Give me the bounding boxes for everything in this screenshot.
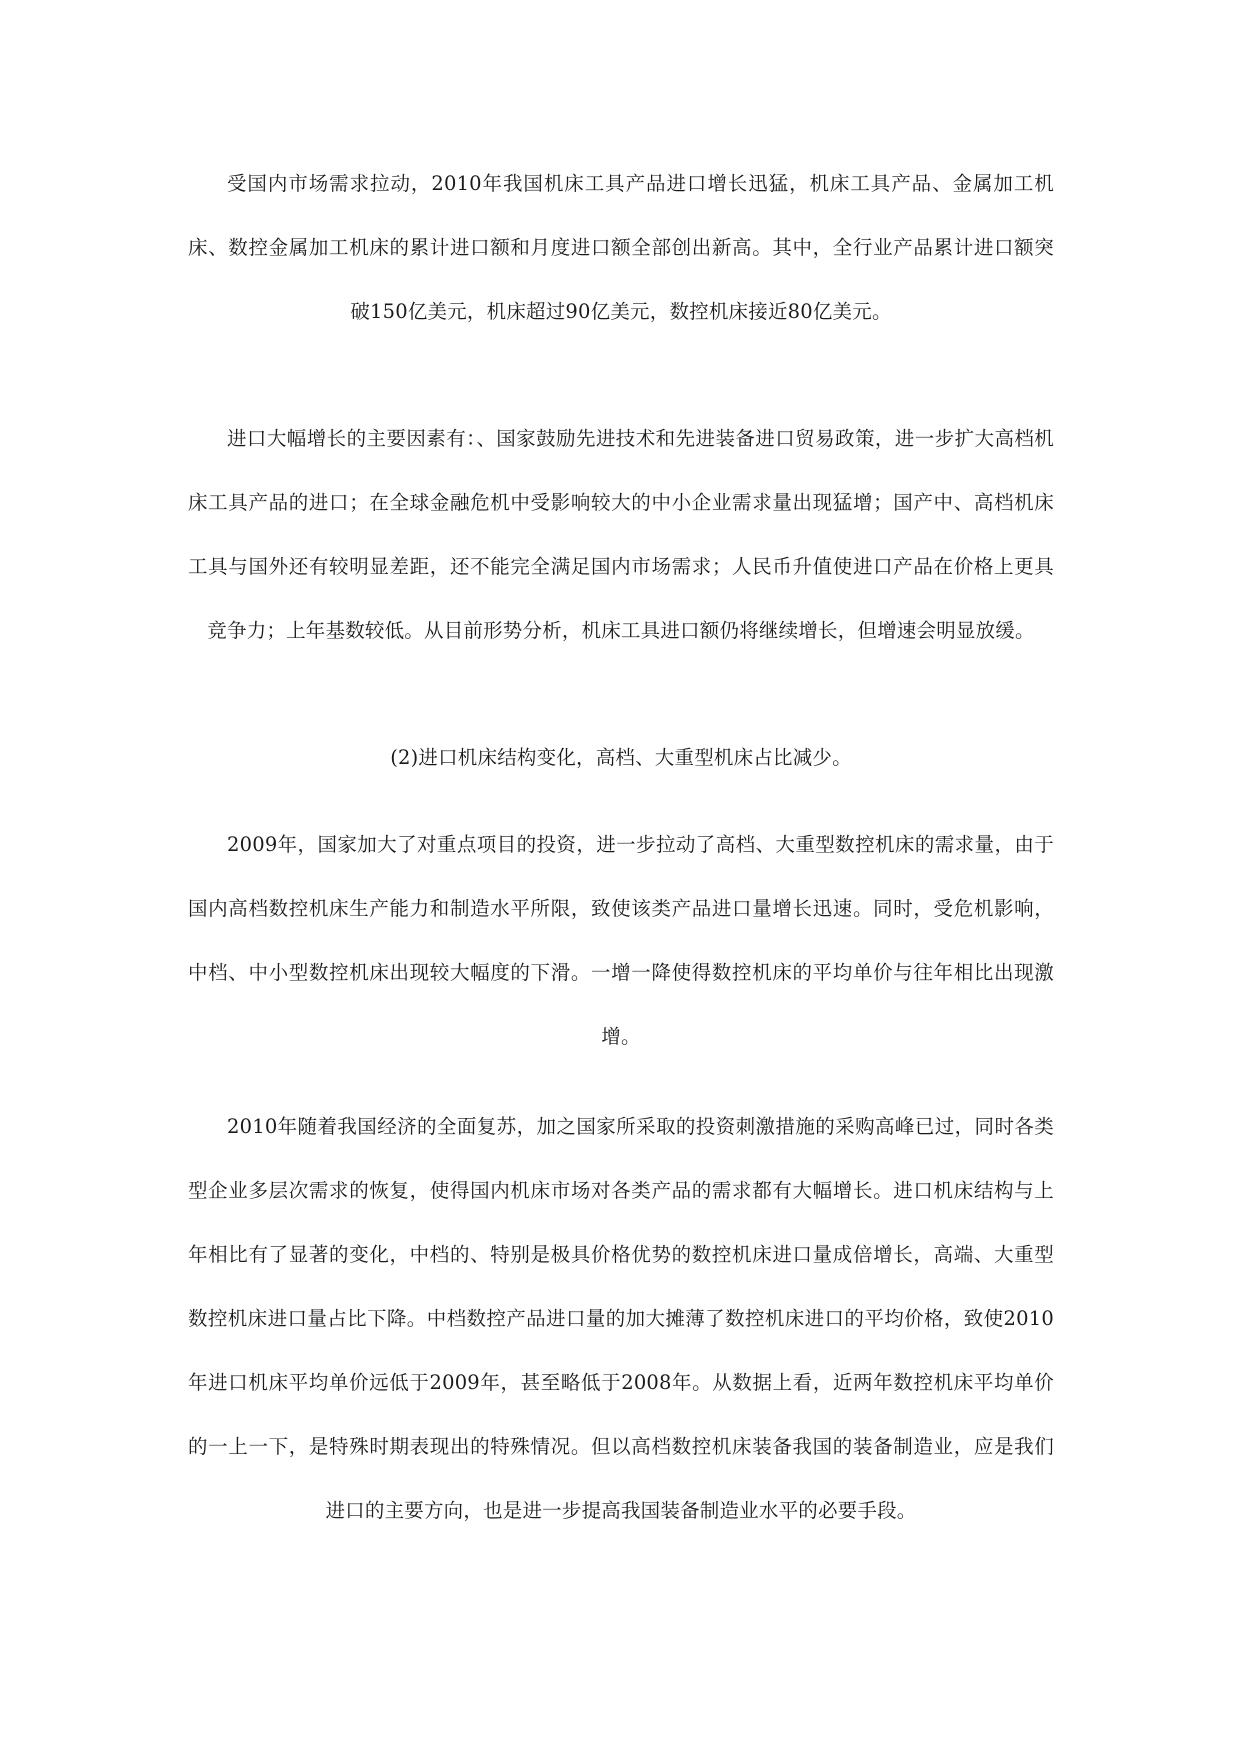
paragraph-growth-factors: 进口大幅增长的主要因素有：、国家鼓励先进技术和先进装备进口贸易政策，进一步扩大高档机床工具产品的进口；在全球金融危机中受影响较大的中小企业需求量出现猛增；国产中、高档机床工具与国外还有较明显差距，还不能完全满足国内市场需求；人民币升值使进口产品在价格上更具竞争力；上年基数较低。从目前形势分析，机床工具进口额仍将继续增长，但增速会明显放缓。 bbox=[188, 427, 1054, 642]
paragraph-2009-investment: 2009年，国家加大了对重点项目的投资，进一步拉动了高档、大重型数控机床的需求量，由于国内高档数控机床生产能力和制造水平所限，致使该类产品进口量增长迅速。同时，受危机影响，中档、中小型数控机床出现较大幅度的下滑。一增一降使得数控机床的平均单价与往年相比出现激增。 bbox=[188, 833, 1054, 1048]
paragraph-2010-recovery: 2010年随着我国经济的全面复苏，加之国家所采取的投资刺激措施的采购高峰已过，同时各类型企业多层次需求的恢复，使得国内机床市场对各类产品的需求都有大幅增长。进口机床结构与上年相比有了显著的变化，中档的、特别是极具价格优势的数控机床进口量成倍增长，高端、大重型数控机床进口量占比下降。中档数控产品进口量的加大摊薄了数控机床进口的平均价格，致使2010年进口机床平均单价远低于2009年，甚至略低于2008年。从数据上看，近两年数控机床平均单价的一上一下，是特殊时期表现出的特殊情况。但以高档数控机床装备我国的装备制造业，应是我们进口的主要方向，也是进一步提高我国装备制造业水平的必要手段。 bbox=[188, 1115, 1054, 1522]
paragraph-import-growth: 受国内市场需求拉动，2010年我国机床工具产品进口增长迅猛，机床工具产品、金属加工机床、数控金属加工机床的累计进口额和月度进口额全部创出新高。其中，全行业产品累计进口额突破150亿美元，机床超过90亿美元，数控机床接近80亿美元。 bbox=[188, 172, 1054, 323]
section-heading-structure-change: (2)进口机床结构变化，高档、大重型机床占比减少。 bbox=[390, 746, 852, 769]
